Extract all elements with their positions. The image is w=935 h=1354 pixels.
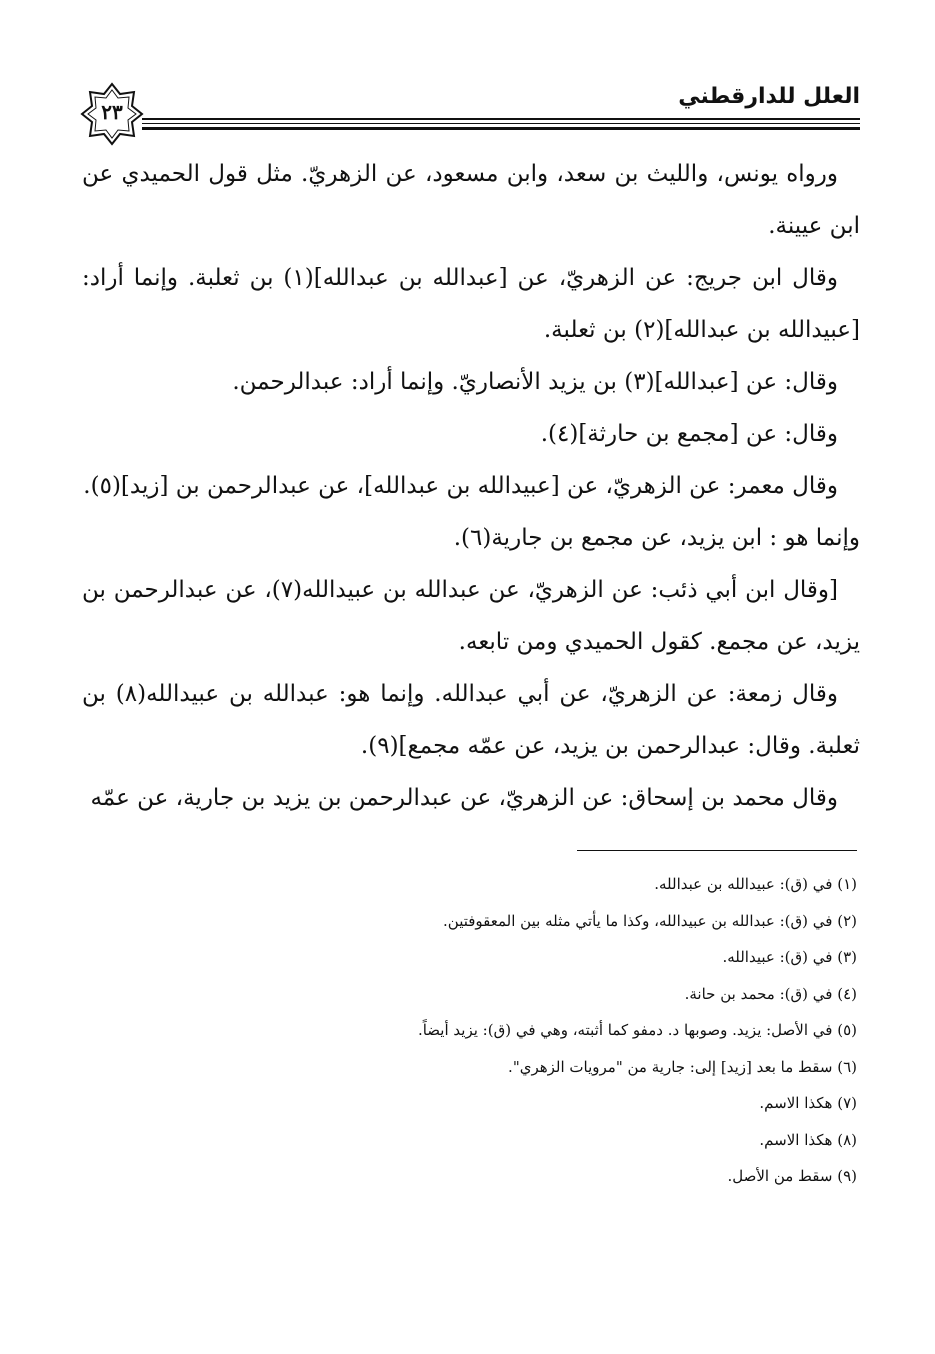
page-header: [80, 78, 860, 138]
footnote: (٣) في (ق): عبيدالله.: [722, 948, 857, 966]
footnote: (٦) سقط ما بعد [زيد] إلى: جارية من "مرويات الزهري".: [508, 1057, 857, 1076]
paragraph: وقال معمر: عن الزهريّ، عن [عبيدالله بن عبدالله]، عن عبدالرحمن بن [زيد](٥).: [83, 473, 838, 499]
paragraph: وقال محمد بن إسحاق: عن الزهريّ، عن عبدالرحمن بن يزيد بن جارية، عن عمّه: [90, 785, 838, 811]
main-text: [82, 148, 860, 824]
header-rule: [142, 127, 860, 130]
footnote-divider: [577, 850, 857, 851]
book-title: العلل للدارقطني: [678, 84, 860, 109]
paragraph: وقال: عن [عبدالله](٣) بن يزيد الأنصاريّ. وإنما أراد: عبدالرحمن.: [232, 369, 838, 395]
paragraph: وقال زمعة: عن الزهريّ، عن أبي عبدالله. وإنما هو: عبدالله بن عبيدالله(٨) بن ثعلبة. وقال: عبدالرحمن بن يزيد، عن عمّه مجمع](٩).: [82, 681, 860, 759]
paragraph: وإنما هو : ابن يزيد، عن مجمع بن جارية(٦).: [453, 525, 860, 551]
page-number: ٢٣: [101, 100, 123, 124]
paragraph: وقال: عن [مجمع بن حارثة](٤).: [540, 421, 838, 447]
footnote: (٨) هكذا الاسم.: [759, 1130, 857, 1149]
header-rule: [142, 123, 860, 124]
paragraph: وقال ابن جريج: عن الزهريّ، عن [عبدالله بن عبدالله](١) بن ثعلبة. وإنما أراد: [عبيدالله بن عبدالله](٢) بن ثعلبة.: [82, 265, 860, 343]
footnote: (٤) في (ق): محمد بن حانة.: [684, 984, 857, 1003]
footnote: (١) في (ق): عبيدالله بن عبدالله.: [654, 875, 857, 893]
footnote: (٥) في الأصل: يزيد. وصوبها د. دمفو كما أثبته، وهي في (ق): يزيد أيضاً.: [417, 1021, 857, 1039]
paragraph: [وقال ابن أبي ذئب: عن الزهريّ، عن عبدالله بن عبيدالله(٧)، عن عبدالرحمن بن يزيد، عن مجمع. كقول الحميدي ومن تابعه.: [82, 577, 860, 655]
footnote: (٧) هكذا الاسم.: [759, 1094, 857, 1112]
footnote: (٢) في (ق): عبدالله بن عبيدالله، وكذا ما يأتي مثله بين المعقوفتين.: [443, 911, 857, 930]
header-rule: [142, 118, 860, 120]
footnotes: [157, 866, 857, 1195]
paragraph: ورواه يونس، والليث بن سعد، وابن مسعود، عن الزهريّ. مثل قول الحميدي عن ابن عيينة.: [82, 161, 860, 239]
footnote: (٩) سقط من الأصل.: [727, 1167, 857, 1185]
